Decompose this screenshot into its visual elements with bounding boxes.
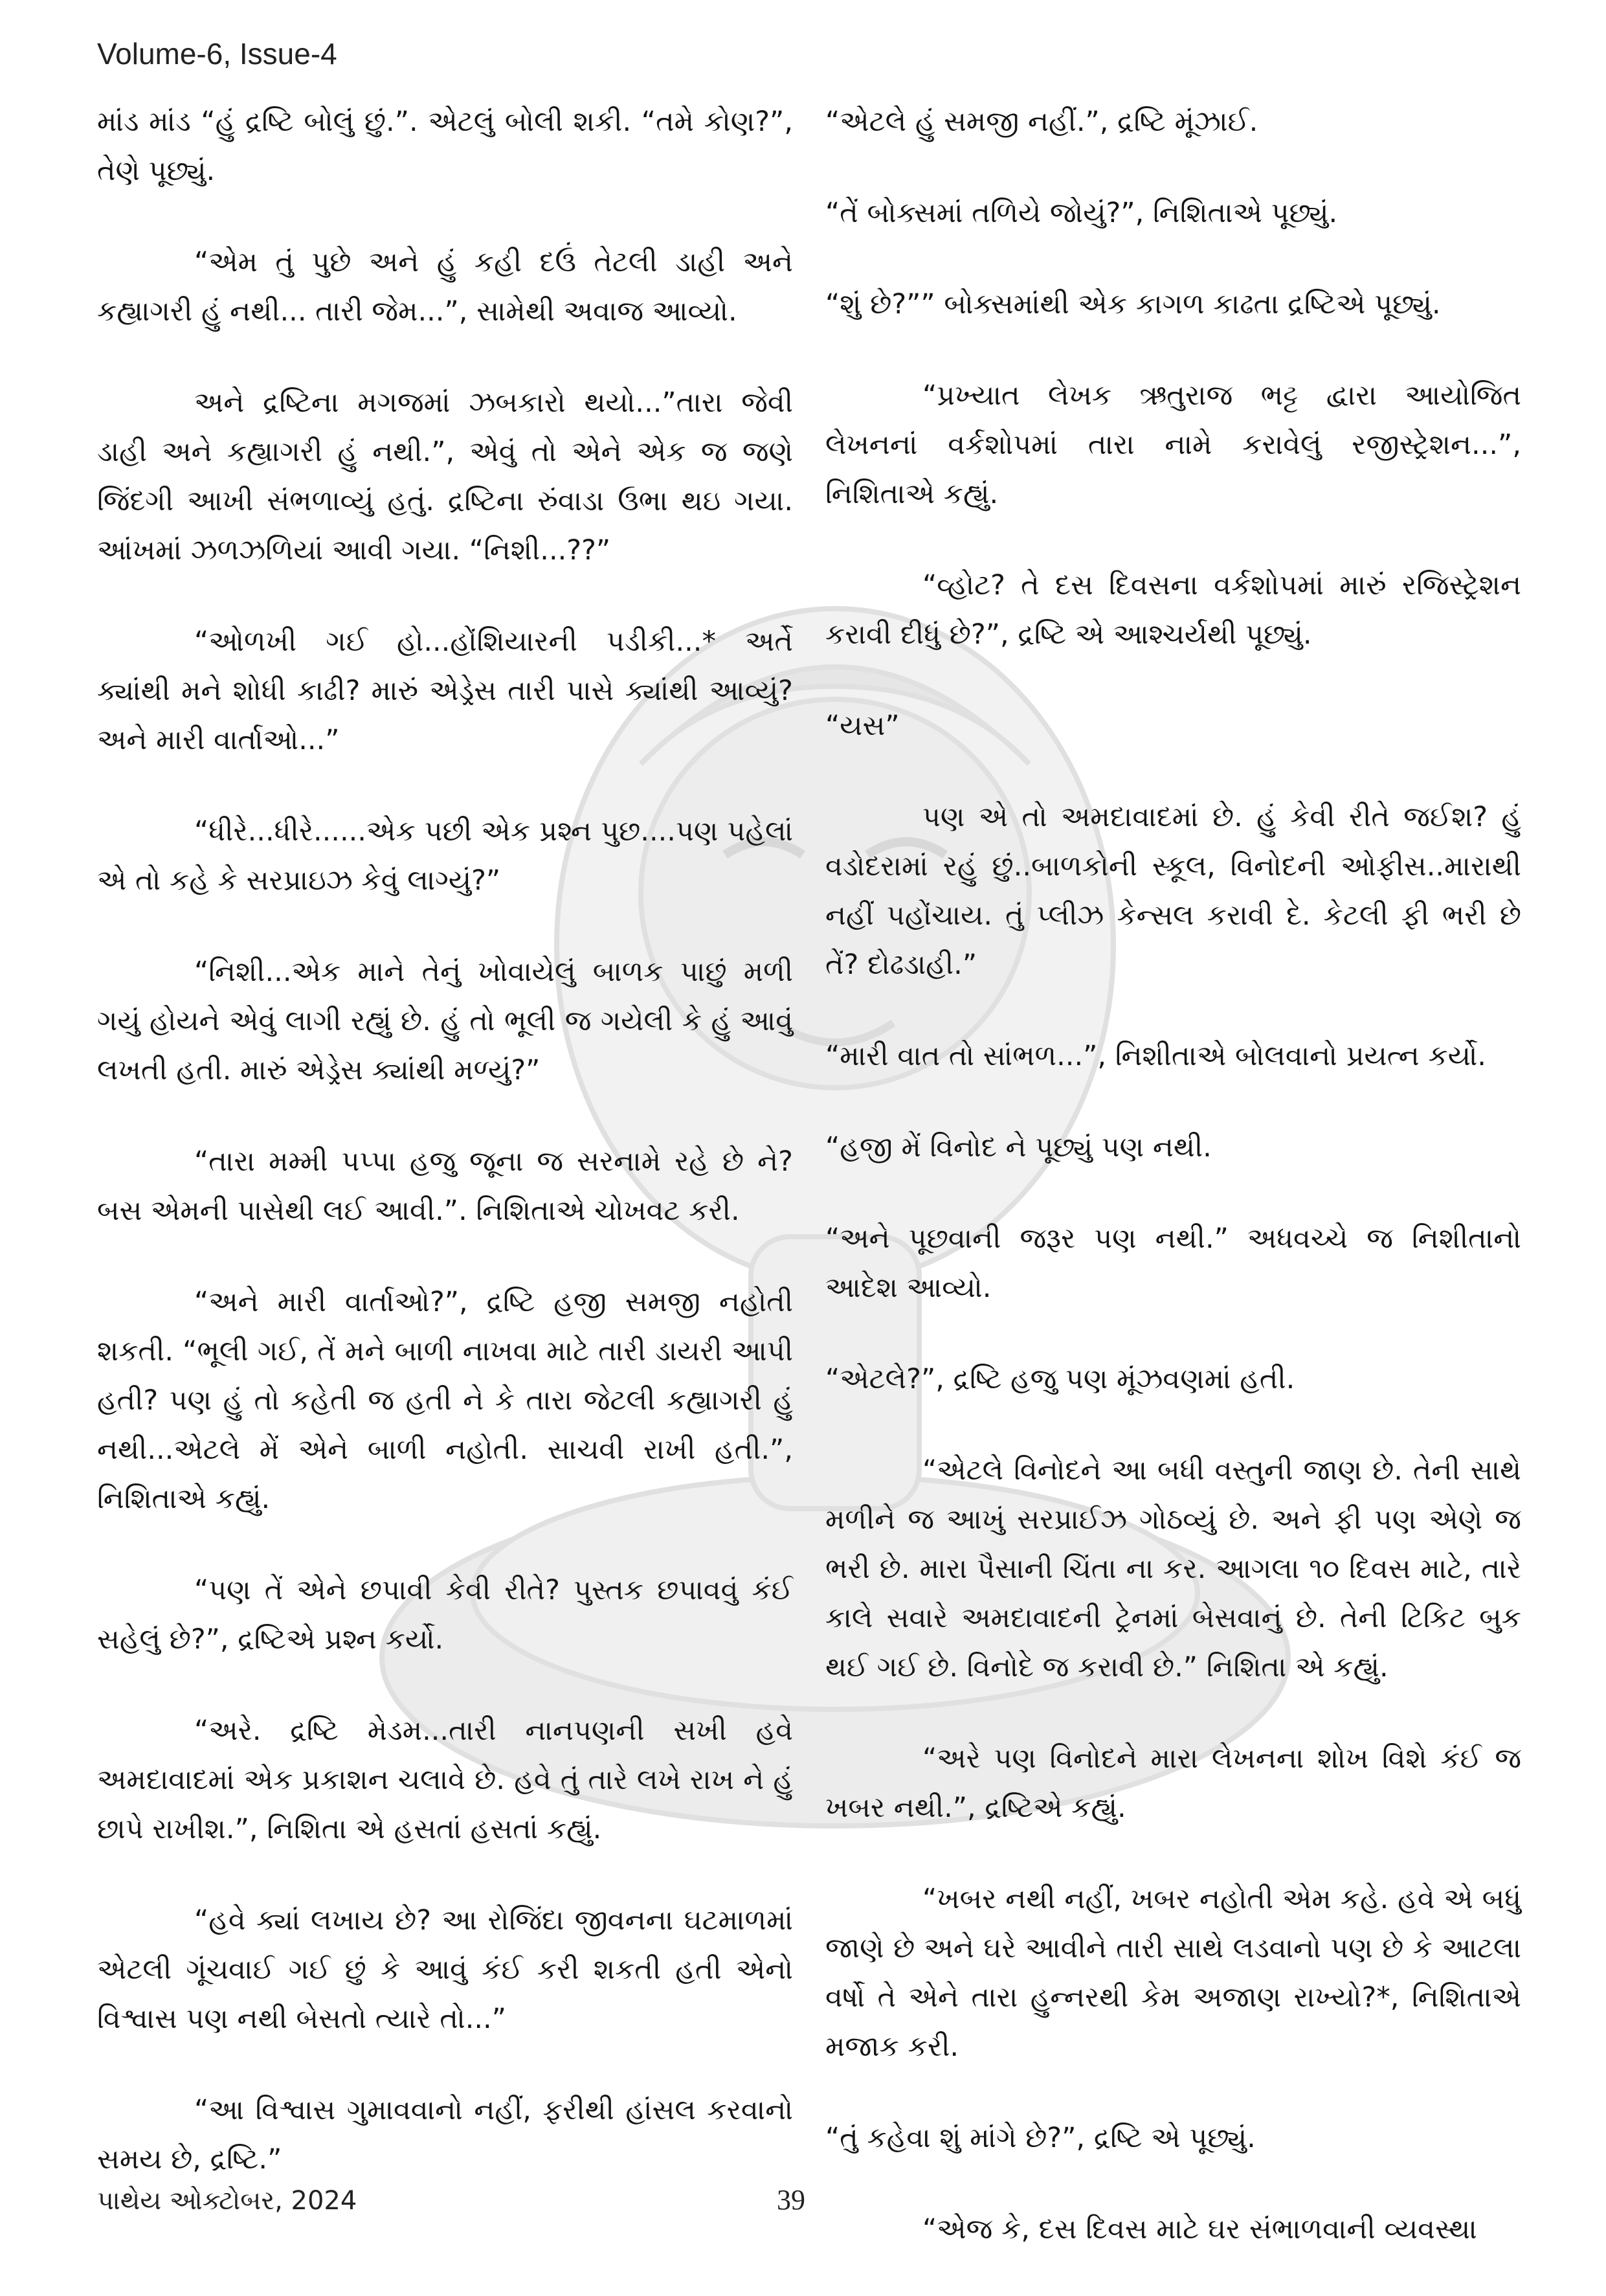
- paragraph: “તારા મમ્મી પપ્પા હજુ જૂના જ સરનામે રહે છે ને? બસ એમની પાસેથી લઈ આવી.”. નિશિતાએ ચોખવટ કરી.: [97, 1145, 793, 1227]
- paragraph: અને દ્રષ્ટિના મગજમાં ઝબકારો થયો...”તારા જેવી ડાહી અને કહ્યાગરી હું નથી.”, એવું તો એને એક જ જણે જિંદગી આખી સંભળાવ્યું હતું. દ્રષ્ટિના રુંવાડા ઉભા થઇ ગયા. આંખમાં ઝળઝળિયાં આવી ગયા. “નિશી...??”: [97, 387, 793, 567]
- paragraph: “શું છે?”” બોક્સમાંથી એક કાગળ કાઢતા દ્રષ્ટિએ પૂછ્યું.: [825, 288, 1441, 321]
- paragraph: “હજી મેં વિનોદ ને પૂછ્યું પણ નથી.: [825, 1131, 1212, 1164]
- paragraph: “એટલે વિનોદને આ બધી વસ્તુની જાણ છે. તેની સાથે મળીને જ આખું સરપ્રાઈઝ ગોઠવ્યું છે. અને ફી પણ એણે જ ભરી છે. મારા પૈસાની ચિંતા ના કર. આગલા ૧૦ દિવસ માટે, તારે કાલે સવારે અમદાવાદની ટ્રેનમાં બેસવાનું છે. તેની ટિકિટ બુક થઈ ગઈ છે. વિનોદે જ કરાવી છે.” નિશિતા એ કહ્યું.: [825, 1454, 1521, 1683]
- paragraph: “ધીરે...ધીરે......એક પછી એક પ્રશ્ન પુછ....પણ પહેલાં એ તો કહે કે સરપ્રાઇઝ કેવું લાગ્યું?”: [97, 815, 793, 897]
- paragraph: “આ વિશ્વાસ ગુમાવવાનો નહીં, ફરીથી હાંસલ કરવાનો સમય છે, દ્રષ્ટિ.”: [97, 2094, 793, 2176]
- paragraph: “પ્રખ્યાત લેખક ઋતુરાજ ભટ્ટ દ્વારા આયોજિત લેખનનાં વર્કશોપમાં તારા નામે કરાવેલું રજીસ્ટ્રેશન...”, નિશિતાએ કહ્યું.: [825, 379, 1521, 510]
- page-number: 39: [777, 2184, 805, 2216]
- paragraph: “એટલે?”, દ્રષ્ટિ હજુ પણ મૂંઝવણમાં હતી.: [825, 1363, 1295, 1395]
- paragraph: “અરે પણ વિનોદને મારા લેખનના શોખ વિશે કંઈ જ ખબર નથી.”, દ્રષ્ટિએ કહ્યું.: [825, 1742, 1521, 1824]
- volume-issue-label: Volume-6, Issue-4: [97, 37, 337, 71]
- paragraph: “અને મારી વાર્તાઓ?”, દ્રષ્ટિ હજી સમજી નહોતી શકતી. “ભૂલી ગઈ, તેં મને બાળી નાખવા માટે તારી ડાયરી આપી હતી? પણ હું તો કહેતી જ હતી ને કે તારા જેટલી કહ્યાગરી હું નથી...એટલે મેં એને બાળી નહોતી. સાચવી રાખી હતી.”, નિશિતાએ કહ્યું.: [97, 1286, 793, 1515]
- paragraph: “હવે ક્યાં લખાય છે? આ રોજિંદા જીવનના ઘટમાળમાં એટલી ગૂંચવાઈ ગઈ છું કે આવું કંઈ કરી શકતી હતી એનો વિશ્વાસ પણ નથી બેસતો ત્યારે તો...”: [97, 1904, 793, 2035]
- paragraph: “વ્હોટ? તે દસ દિવસના વર્કશોપમાં મારું રજિસ્ટ્રેશન કરાવી દીધું છે?”, દ્રષ્ટિ એ આશ્ચર્યથી પૂછ્યું.: [825, 569, 1521, 651]
- paragraph: “ઓળખી ગઈ હો...હોંશિયારની પડીકી...* અર્તે ક્યાંથી મને શોધી કાઢી? મારું એડ્રેસ તારી પાસે ક્યાંથી આવ્યું? અને મારી વાર્તાઓ...”: [97, 625, 793, 756]
- paragraph: “પણ તેં એને છપાવી કેવી રીતે? પુસ્તક છપાવવું કંઈ સહેલું છે?”, દ્રષ્ટિએ પ્રશ્ન કર્યો.: [97, 1574, 793, 1656]
- paragraph: પણ એ તો અમદાવાદમાં છે. હું કેવી રીતે જઈશ? હું વડોદરામાં રહું છું..બાળકોની સ્કૂલ, વિનોદની ઓફીસ..મારાથી નહીં પહોંચાય. તું પ્લીઝ કેન્સલ કરાવી દે. કેટલી ફી ભરી છે તેં? દોઢડાહી.”: [825, 801, 1521, 981]
- paragraph: “એમ તું પુછે અને હું કહી દઉં તેટલી ડાહી અને કહ્યાગરી હું નથી... તારી જેમ...”, સામેથી અવાજ આવ્યો.: [97, 246, 793, 328]
- left-text-column: [97, 97, 793, 2226]
- paragraph: “ખબર નથી નહીં, ખબર નહોતી એમ કહે. હવે એ બધું જાણે છે અને ઘરે આવીને તારી સાથે લડવાનો પણ છે કે આટલા વર્ષો તે એને તારા હુન્નરથી કેમ અજાણ રાખ્યો?*, નિશિતાએ મજાક કરી.: [825, 1883, 1521, 2063]
- paragraph: “યસ”: [825, 710, 900, 742]
- paragraph: “તું કહેવા શું માંગે છે?”, દ્રષ્ટિ એ પૂછ્યું.: [825, 2122, 1256, 2154]
- right-text-column: [825, 97, 1521, 2296]
- paragraph: “અને પૂછવાની જરૂર પણ નથી.” અધવચ્ચે જ નિશીતાનો આદેશ આવ્યો.: [825, 1222, 1521, 1304]
- paragraph: “મારી વાત તો સાંભળ...”, નિશીતાએ બોલવાનો પ્રયત્ન કર્યો.: [825, 1040, 1486, 1072]
- paragraph: માંડ માંડ “હું દ્રષ્ટિ બોલું છું.”. એટલું બોલી શકી. “તમે કોણ?”, તેણે પૂછ્યું.: [97, 106, 793, 187]
- paragraph: “એટલે હું સમજી નહીં.”, દ્રષ્ટિ મૂંઝાઈ.: [825, 106, 1258, 138]
- footer-magazine-date: પાથેય ઓક્ટોબર, 2024: [97, 2186, 357, 2216]
- paragraph: “નિશી...એક માને તેનું ખોવાયેલું બાળક પાછું મળી ગયું હોયને એવું લાગી રહ્યું છે. હું તો ભૂલી જ ગયેલી કે હું આવું લખતી હતી. મારું એડ્રેસ ક્યાંથી મળ્યું?”: [97, 956, 793, 1086]
- paragraph: “અરે. દ્રષ્ટિ મેડમ...તારી નાનપણની સખી હવે અમદાવાદમાં એક પ્રકાશન ચલાવે છે. હવે તું તારે લખે રાખ ને હું છાપે રાખીશ.”, નિશિતા એ હસતાં હસતાં કહ્યું.: [97, 1715, 793, 1845]
- paragraph: “તેં બોક્સમાં તળિયે જોયું?”, નિશિતાએ પૂછ્યું.: [825, 197, 1338, 229]
- paragraph: “એજ કે, દસ દિવસ માટે ઘર સંભાળવાની વ્યવસ્થા: [922, 2213, 1477, 2245]
